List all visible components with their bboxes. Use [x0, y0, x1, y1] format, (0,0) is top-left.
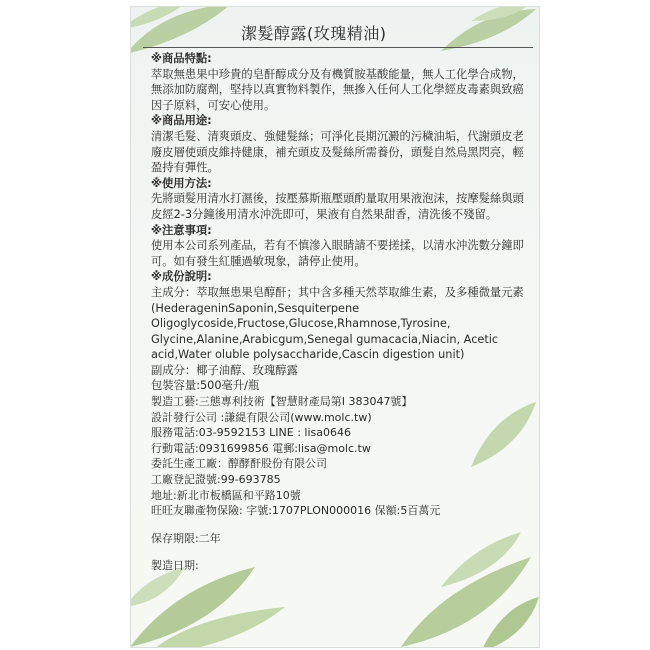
manufacture-date: 製造日期:	[151, 559, 199, 573]
factory-registration: 工廠登記證號:99-693785	[151, 473, 281, 487]
manufacturing-tech: 製造工藝:三態專利技術【智慧財產局第I 383047號】	[151, 395, 413, 409]
designer-company: 設計發行公司 :謙緹有限公司(www.molc.tw)	[151, 410, 372, 424]
manufacturer: 委託生產工廠：醇酵酐股份有限公司	[151, 457, 327, 471]
ingredients-main: 主成分：萃取無患果皂醇酐；其中含多種天然萃取維生素，及多種微量元素(HederageninSaponin,Sesquiterpene Oligoglycoside,Fructose,Glucose,Rhamnose,Tyrosine, Glycine,Alanine,Arabicgum,Senegal gumacacia,Niacin, Acetic acid,Water oluble polysaccharide,Cascin digestion unit)	[151, 285, 524, 362]
package-volume: 包裝容量:500毫升/瓶	[151, 379, 260, 393]
usage-body: 清潔毛髮、清爽頭皮、強健髮絲；可淨化長期沉澱的污穢油垢，代謝頭皮老廢皮層使頭皮維持健康，補充頭皮及髮絲所需養份，頭髮自然烏黑閃亮，輕盈持有彈性。	[151, 129, 524, 175]
method-body: 先將頭髮用清水打濕後，按壓慕斯瓶壓頭酌量取用果液泡沫，按摩髮絲與頭皮經2-3分鐘後用清水沖洗即可，果液有自然果甜香，清洗後不殘留。	[151, 192, 524, 221]
product-label	[130, 6, 540, 648]
ingredients-secondary: 副成分：椰子油醇、玫瑰醇露	[151, 363, 298, 377]
title-divider	[143, 47, 533, 48]
notes-heading: ※注意事項:	[151, 223, 212, 237]
notes-body: 使用本公司系列產品，若有不慎滲入眼睛請不要搓揉，以清水沖洗數分鐘即可。如有發生紅腫過敏現象，請停止使用。	[151, 239, 524, 268]
shelf-life: 保存期限:二年	[151, 531, 221, 545]
label-content	[151, 51, 535, 574]
service-phone: 服務電話:03-9592153 LINE : lisa0646	[151, 426, 351, 440]
features-body: 萃取無患果中珍貴的皂酐醇成分及有機質胺基酸能量，無人工化學合成物，無添加防腐劑，堅持以真實物料製作，無摻入任何人工化學經皮毒素與致癌因子原料，可安心使用。	[151, 67, 524, 112]
address: 地址:新北市板橋區和平路10號	[151, 488, 301, 502]
insurance: 旺旺友聯產物保險: 字號:1707PLON000016 保額:5百萬元	[151, 504, 441, 518]
product-title: 潔髮醇露(玫瑰精油)	[241, 24, 387, 43]
mobile-email: 行動電話:0931699856 電郵:lisa@molc.tw	[151, 441, 371, 455]
features-heading: ※商品特點:	[151, 52, 212, 65]
method-heading: ※使用方法:	[151, 176, 212, 190]
usage-heading: ※商品用途:	[151, 114, 212, 128]
ingredients-heading: ※成份說明:	[151, 270, 212, 284]
